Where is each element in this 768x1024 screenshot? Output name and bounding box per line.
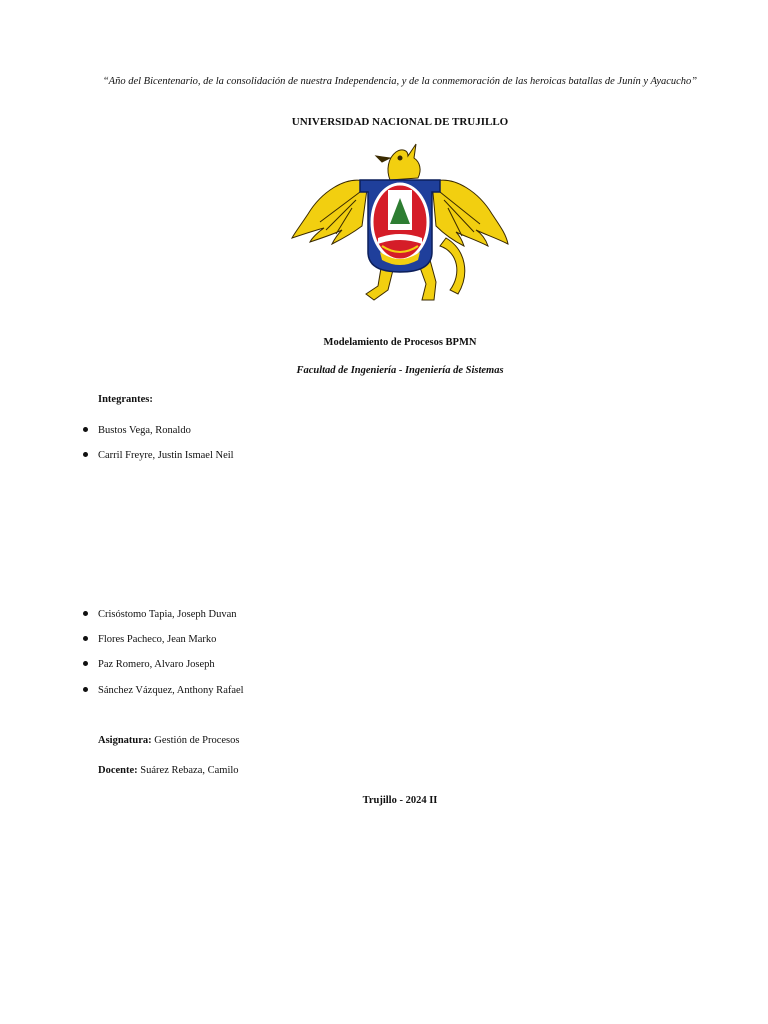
footer-place-date: Trujillo - 2024 II	[362, 795, 438, 806]
member-item: Sánchez Vázquez, Anthony Rafael	[83, 685, 244, 696]
bullet-icon	[83, 636, 88, 641]
member-item: Flores Pacheco, Jean Marko	[83, 634, 216, 645]
university-crest-logo	[290, 134, 510, 310]
university-name: UNIVERSIDAD NACIONAL DE TRUJILLO	[291, 116, 509, 128]
member-item: Carril Freyre, Justin Ismael Neil	[83, 450, 234, 461]
members-label: Integrantes:	[98, 394, 153, 405]
member-item: Crisóstomo Tapia, Joseph Duvan	[83, 609, 236, 620]
member-item: Bustos Vega, Ronaldo	[83, 425, 191, 436]
bullet-icon	[83, 611, 88, 616]
bullet-icon	[83, 427, 88, 432]
teacher-label: Docente:	[98, 765, 138, 776]
bullet-icon	[83, 452, 88, 457]
teacher-line	[98, 765, 239, 776]
left-wing	[292, 180, 368, 244]
griffin-head	[376, 144, 420, 180]
motto-text: “Año del Bicentenario, de la consolidación de nuestra Independencia, y de la conmemoración de las heroicas batallas de Junín y Ayacucho”	[102, 76, 698, 87]
member-item: Paz Romero, Alvaro Joseph	[83, 659, 215, 670]
course-title: Modelamiento de Procesos BPMN	[323, 337, 477, 348]
subject-label: Asignatura:	[98, 735, 152, 746]
bullet-icon	[83, 661, 88, 666]
faculty-name: Facultad de Ingeniería - Ingeniería de Sistemas	[296, 365, 504, 376]
right-wing	[432, 180, 508, 246]
inner-seal	[372, 184, 428, 265]
teacher-value: Suárez Rebaza, Camilo	[140, 765, 239, 776]
subject-line	[98, 735, 239, 746]
subject-value: Gestión de Procesos	[154, 735, 240, 746]
bullet-icon	[83, 687, 88, 692]
